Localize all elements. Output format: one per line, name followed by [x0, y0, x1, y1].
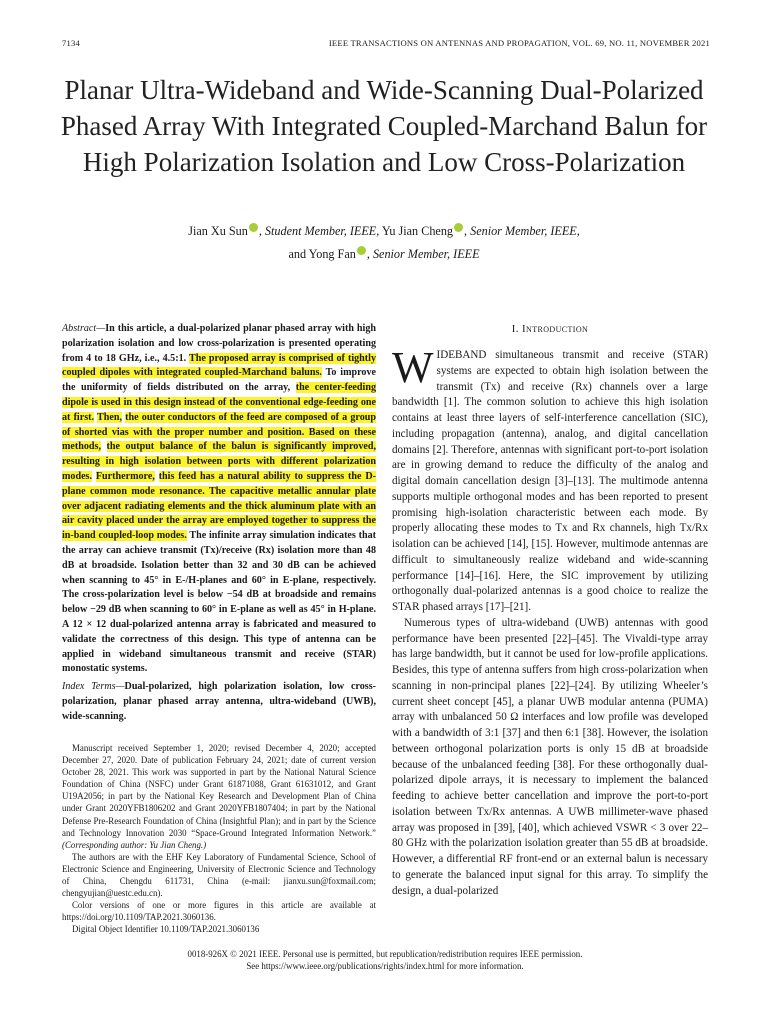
author-role: Senior Member, IEEE — [372, 247, 480, 261]
paper-title: Planar Ultra-Wideband and Wide-Scanning Dual-Polarized Phased Array With Integrated Coupled-Marchand Balun for High Polarization Isolation and Low Cross-Polarization — [60, 75, 708, 177]
author-block — [40, 220, 728, 266]
highlighted-text: this feed has a natural ability to suppress the D-plane common mode resonance. The capacitive metallic annular plate over adjacent radiating elements and the thick aluminum plate with an air cavity placed under the array are employed together to suppress the in-band coupled-loop modes. — [62, 470, 376, 542]
section-numeral: I. — [511, 323, 519, 335]
journal-header: IEEE TRANSACTIONS ON ANTENNAS AND PROPAGATION, VOL. 69, NO. 11, NOVEMBER 2021 — [328, 38, 710, 48]
drop-cap: W — [392, 343, 434, 392]
author-role: Senior Member, IEEE — [470, 224, 577, 238]
abstract-text: The infinite array simulation indicates that the array can achieve transmit (Tx)/receive (Rx) isolation more than 48 dB at broadside. Isolation better than 32 and 30 dB can be achieved when scanning to 45° in E-/H-planes and 60° in E-plane, respectively. The cross-polarization level is below −54 dB at broadside and remains below −29 dB when scanning to 60° in E-plane as well as 45° in H-plane. A 12 × 12 dual-polarized antenna array is fabricated and measured to validate the correctness of this design. This type of antenna can be applied in wideband simultaneous transmit and receive (STAR) monostatic systems. — [62, 530, 376, 675]
abstract-text: In this article, a dual-polarized planar phased array with high polarization isolation and low cross-polarization is presented operating from 4 to 18 GHz, i.e., 4.5:1. — [62, 323, 376, 364]
highlighted-text: Then, — [97, 411, 122, 423]
index-terms-label: Index Terms — [62, 681, 116, 692]
author-line-2: and Yong Fan , Senior Member, IEEE — [288, 247, 480, 261]
copyright-line-1: 0018-926X © 2021 IEEE. Personal use is permitted, but republication/redistribution requires IEEE permission. — [187, 949, 583, 959]
footnote-color-versions: Color versions of one or more figures in this article are available at https://doi.org/10.1109/TAP.2021.3060136. — [62, 900, 376, 923]
index-terms-text: Dual-polarized, high polarization isolation, low cross-polarization, planar phased array antenna, ultra-wideband (UWB), wide-scanning. — [62, 681, 376, 722]
highlighted-text: the output balance of the balun is significantly improved, resulting in high isolation between ports with different polarization modes. — [62, 441, 376, 482]
footnote — [62, 742, 376, 936]
author-role: Student Member, IEEE — [264, 224, 377, 238]
orcid-icon[interactable] — [249, 223, 258, 232]
highlighted-text: Furthermore, — [95, 470, 155, 482]
page-number: 7134 — [62, 38, 80, 48]
copyright-notice — [62, 948, 708, 972]
highlighted-text: The proposed array is comprised of tightly coupled dipoles with integrated coupled-Marchand baluns. — [62, 352, 376, 379]
section-heading — [392, 323, 708, 335]
author-name: Yong Fan — [308, 247, 356, 261]
highlighted-text: the center-feeding dipole is used in this design instead of the conventional edge-feeding one at first. — [62, 382, 376, 423]
author-name: Yu Jian Cheng — [381, 224, 454, 238]
footnote-affiliation: The authors are with the EHF Key Laboratory of Fundamental Science, School of Electronic Science and Engineering, University of Electronic Science and Technology of China, Chengdu 611731, China (e-mail: jianxu.sun@foxmail.com; chengyujian@uestc.edu.cn). — [62, 851, 376, 899]
orcid-icon[interactable] — [454, 223, 463, 232]
intro-paragraph-1: WIDEBAND simultaneous transmit and receive (STAR) systems are expected to obtain high isolation between the transmit (Tx) and receive (Rx) channels over a large bandwidth [1]. The common solution to achieve this high isolation contains at least three layers of self-interference cancellation (SIC), including propagation (antenna), analog, and digital cancellation domains [2]. Therefore, antennas with significant port-to-port isolation are in growing demand to reduce the difficulty of the analog and digital domain cancellation design [3]–[13]. The multimode antenna supports multiple orthogonal modes and has been reported to present promising high-isolation characteristic between each mode. By properly allocating these modes to Tx and Rx channels, high Tx/Rx isolation can be achieved [14], [15]. However, multimode antennas are difficult to simultaneously realize wideband and wide-scanning performance [14]–[16]. Here, the SIC improvement by utilizing orthogonally dual-polarized antennas is a good choice to realize the STAR phased arrays [17]–[21]. — [392, 343, 708, 613]
orcid-icon[interactable] — [357, 246, 366, 255]
intro-paragraph-2: Numerous types of ultra-wideband (UWB) antennas with good performance have been presented [22]–[45]. The Vivaldi-type array has large bandwidth, but it cannot be used for low-profile applications. Besides, this type of antenna suffers from high cross-polarization when scanning in non-principal planes [22]–[24]. By utilizing Wheeler’s current sheet concept [45], a planar UWB modular antenna (PUMA) array with unbalanced 50 Ω interfaces and low profile was developed with a bandwidth of 3:1 [37] and then 6:1 [38]. However, the isolation between orthogonal polarization ports is only 15 dB at broadside because of the unbalanced feeding [38]. For these orthogonally dual-polarized dipole arrays, it is necessary to implement the balanced feeding to achieve better cancellation and improve the port-to-port isolation between Tx/Rx antennas. A UWB millimeter-wave phased array was proposed in [39], [40], which achieved VSWR < 3 over 22–80 GHz with the polarization isolation greater than 55 dB at broadside. However, a differential RF front-end or an external balun is necessary to generate the balanced input signal for this array. To simplify the design, a dual-polarized — [392, 616, 708, 897]
highlighted-text: the outer conductors of the feed are composed of a group of shorted vias with the proper number and position. Based on these methods, — [62, 411, 377, 453]
copyright-line-2[interactable]: See https://www.ieee.org/publications/rights/index.html for more information. — [246, 961, 524, 971]
footnote-doi: Digital Object Identifier 10.1109/TAP.2021.3060136 — [72, 924, 260, 935]
footnote-manuscript: Manuscript received September 1, 2020; revised December 4, 2020; accepted December 27, 2020. Date of publication February 24, 2021; date of current version October 28, 2021. This work was supported in part by the National Natural Science Foundation of China (NSFC) under Grant 61871088, Grant 61631012, and Grant U19A2056; in part by the National Key Research and Development Plan of China under Grant 2020YFB1806202 and Grant 2020YFB1807404; in part by the National Defense Pre-Research Foundation of China (Insightful Plan); and in part by the Science and Technology Innovation 2030 “Space-Ground Integrated Information Network.” (Corresponding author: Yu Jian Cheng.) — [62, 743, 376, 850]
corresponding-author: (Corresponding author: Yu Jian Cheng.) — [62, 839, 207, 850]
abstract-label: Abstract — [62, 323, 97, 334]
introduction-body — [392, 343, 708, 899]
index-terms: Index Terms—Dual-polarized, high polarization isolation, low cross-polarization, planar phased array antenna, ultra-wideband (UWB), wide-scanning. — [62, 681, 376, 722]
author-line-1: Jian Xu Sun , Student Member, IEEE, Yu Jian Cheng , Senior Member, IEEE, — [188, 224, 580, 238]
author-name: Jian Xu Sun — [188, 224, 248, 238]
section-title: Introduction — [522, 323, 589, 335]
abstract-text: To improve the uniformity of fields distributed on the array, — [62, 367, 376, 394]
abstract: Abstract—In this article, a dual-polarized planar phased array with high polarization isolation and low cross-polarization is presented operating from 4 to 18 GHz, i.e., 4.5:1. The proposed array is comprised of tightly coupled dipoles with integrated coupled-Marchand baluns. To improve the uniformity of fields distributed on the array, the center-feeding dipole is used in this design instead of the conventional edge-feeding one at first. Then, the outer conductors of the feed are composed of a group of shorted vias with the proper number and position. Based on these methods, the output balance of the balun is significantly improved, resulting in high isolation between ports with different polarization modes. Furthermore, this feed has a natural ability to suppress the D-plane common mode resonance. The capacitive metallic annular plate over adjacent radiating elements and the thick aluminum plate with an air cavity placed under the array are employed together to suppress the in-band coupled-loop modes. The infinite array simulation indicates that the array can achieve transmit (Tx)/receive (Rx) isolation more than 48 dB at broadside. Isolation better than 32 and 30 dB can be achieved when scanning to 45° in E-/H-planes and 60° in E-plane, respectively. The cross-polarization level is below −54 dB at broadside and remains below −29 dB when scanning to 60° in E-plane as well as 45° in H-plane. A 12 × 12 dual-polarized antenna array is fabricated and measured to validate the correctness of this design. This type of antenna can be applied in wideband simultaneous transmit and receive (STAR) monostatic systems. — [62, 323, 377, 675]
